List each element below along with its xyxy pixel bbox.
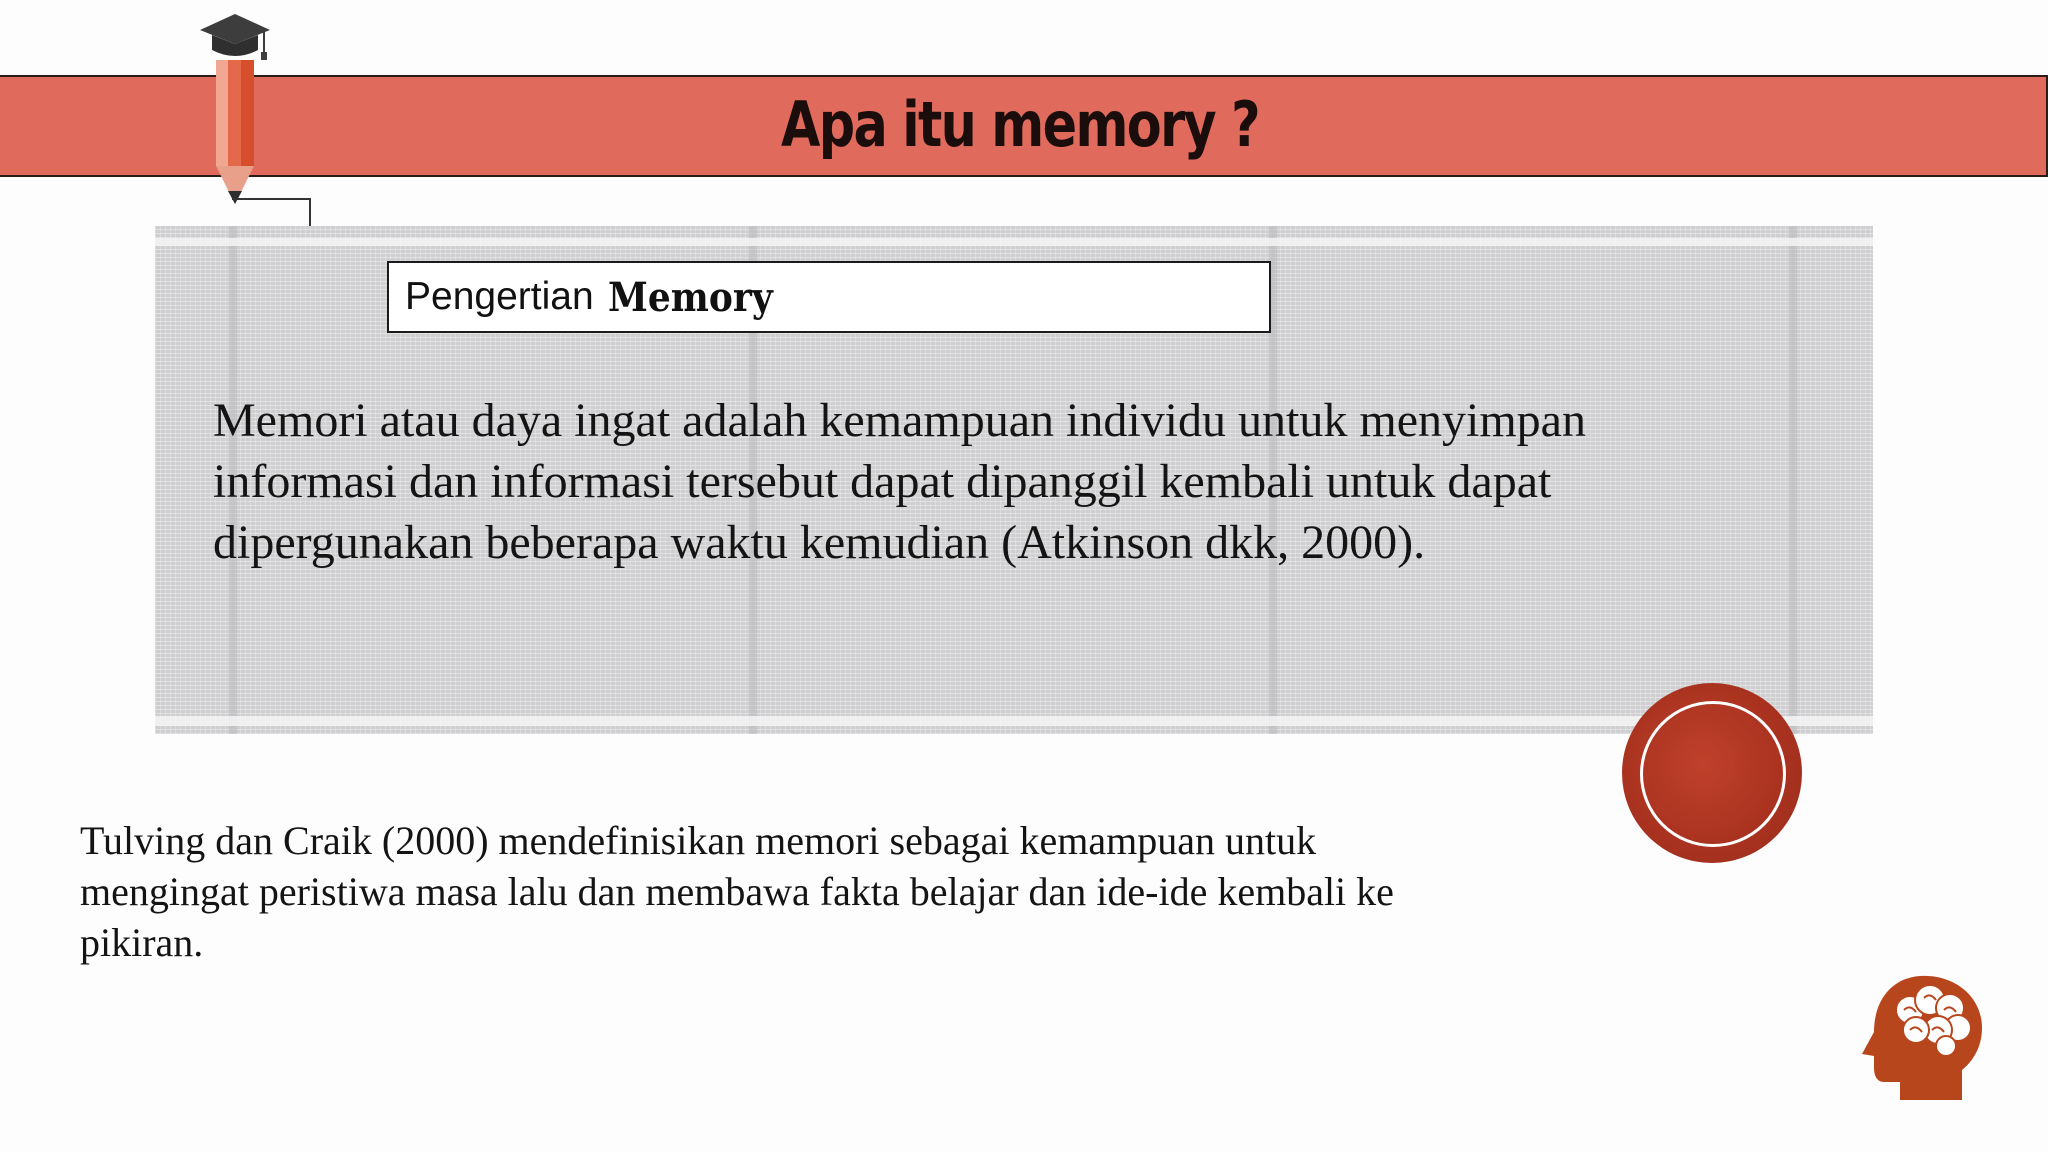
slide-title: Apa itu memory ?: [781, 88, 1259, 161]
subtitle-emphasis: Memory: [607, 273, 773, 321]
circle-ring: [1640, 701, 1786, 847]
secondary-paragraph: Tulving dan Craik (2000) mendefinisikan memori sebagai kemampuan untuk mengingat peristiwa masa lalu dan membawa fakta belajar dan ide-ide kembali ke pikiran.: [80, 818, 1394, 965]
subtitle-box: [387, 261, 1271, 333]
pencil-graduation-cap-icon: [196, 8, 274, 208]
definition-paragraph: Memori atau daya ingat adalah kemampuan individu untuk menyimpan informasi dan informasi tersebut dapat dipanggil kembali untuk dapat dipergunakan beberapa waktu kemudian (Atkinson dkk, 2000).: [213, 394, 1586, 569]
subtitle-label: Pengertian: [405, 275, 594, 318]
head-brain-icon: [1858, 970, 1986, 1102]
red-circle-decoration: [1622, 683, 1802, 863]
